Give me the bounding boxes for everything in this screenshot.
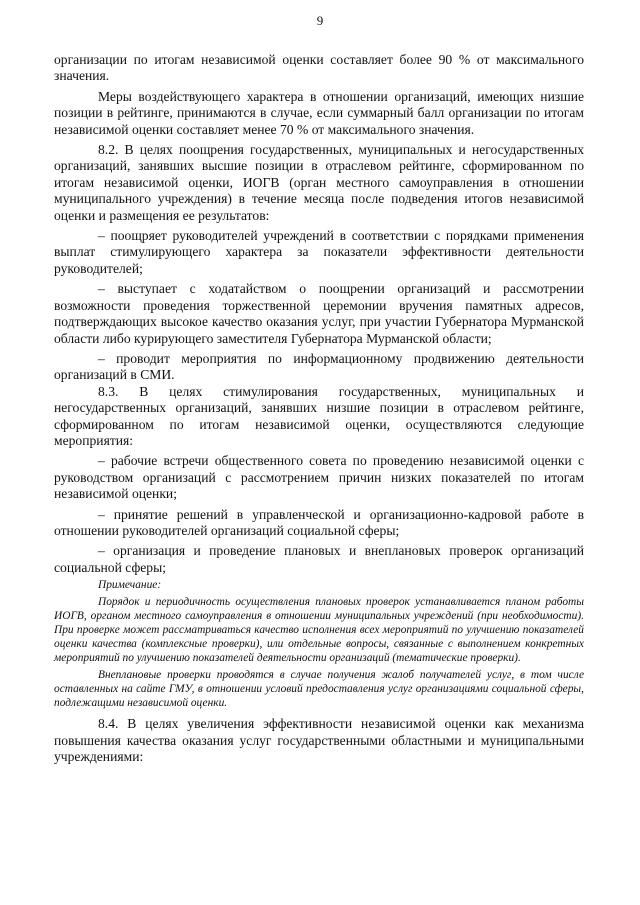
paragraph-influence-measures: Меры воздействующего характера в отношении организаций, имеющих низшие позиции в рейтинге, принимаются в случае, если суммарный балл организации по итогам независимой оценки составляет менее 70 % от максимального значения. [54, 88, 584, 137]
paragraph-8-2: 8.2. В целях поощрения государственных, муниципальных и негосударственных организаций, занявших высшие позиции в отраслевом рейтинге, сформированном по итогам независимой оценки, ИОГВ (орган местного самоуправления в отношении муниципального учреждения) в течение месяца после подведения итогов независимой оценки и размещения ее результатов: [54, 142, 584, 223]
paragraph-max-value: организации по итогам независимой оценки составляет более 90 % от максимального значения. [54, 52, 584, 84]
list-item-petition: – выступает с ходатайством о поощрении организаций и рассмотрении возможности проведения торжественной церемонии вручения памятных адресов, подтверждающих высокое качество оказания услуг, при участии Губернатора Мурманской области либо курирующего заместителя Губернатора Мурманской области; [54, 281, 584, 346]
page-number: 9 [316, 13, 324, 28]
note-unplanned-inspections: Внеплановые проверки проводятся в случае получения жалоб получателей услуг, в том числе оставленных на сайте ГМУ, в отношении условий предоставления услуг организациями социальной сферы, подлежащими независимой оценки. [54, 669, 584, 710]
list-item-inspections: – организация и проведение плановых и внеплановых проверок организаций социальной сферы; [54, 543, 584, 575]
note-planned-inspections: Порядок и периодичность осуществления плановых проверок устанавливается планом работы ИОГВ, органом местного самоуправления в отношении муниципальных учреждений (при необходимости). При проверке может рассматриваться качество исполнения всех мероприятий по улучшению показателей оценки качества (комплексные проверки), или отдельные вопросы, связанные с выполнением конкретных мероприятий по улучшению показателей деятельности организаций (тематические проверки). [54, 596, 584, 665]
paragraph-8-4: 8.4. В целях увеличения эффективности независимой оценки как механизма повышения качества оказания услуг государственными областными и муниципальными учреждениями: [54, 716, 584, 764]
list-item-rewards: – поощряет руководителей учреждений в соответствии с порядками применения выплат стимулирующего характера за показатели эффективности деятельности руководителей; [54, 228, 584, 276]
paragraph-8-3: 8.3. В целях стимулирования государственных, муниципальных и негосударственных организаций, занявших низшие позиции в отраслевом рейтинге, сформированном по итогам независимой оценки, осуществляются следующие мероприятия: [54, 383, 584, 448]
list-item-decisions: – принятие решений в управленческой и организационно-кадровой работе в отношении руководителей организаций социальной сферы; [54, 506, 584, 538]
note-title: Примечание: [98, 579, 162, 592]
document-body [54, 52, 584, 765]
list-item-meetings: – рабочие встречи общественного совета по проведению независимой оценки с руководством организаций с рассмотрением причин низких показателей по итогам независимой оценки; [54, 453, 584, 502]
list-item-media: – проводит мероприятия по информационному продвижению деятельности организаций в СМИ. [54, 350, 584, 383]
